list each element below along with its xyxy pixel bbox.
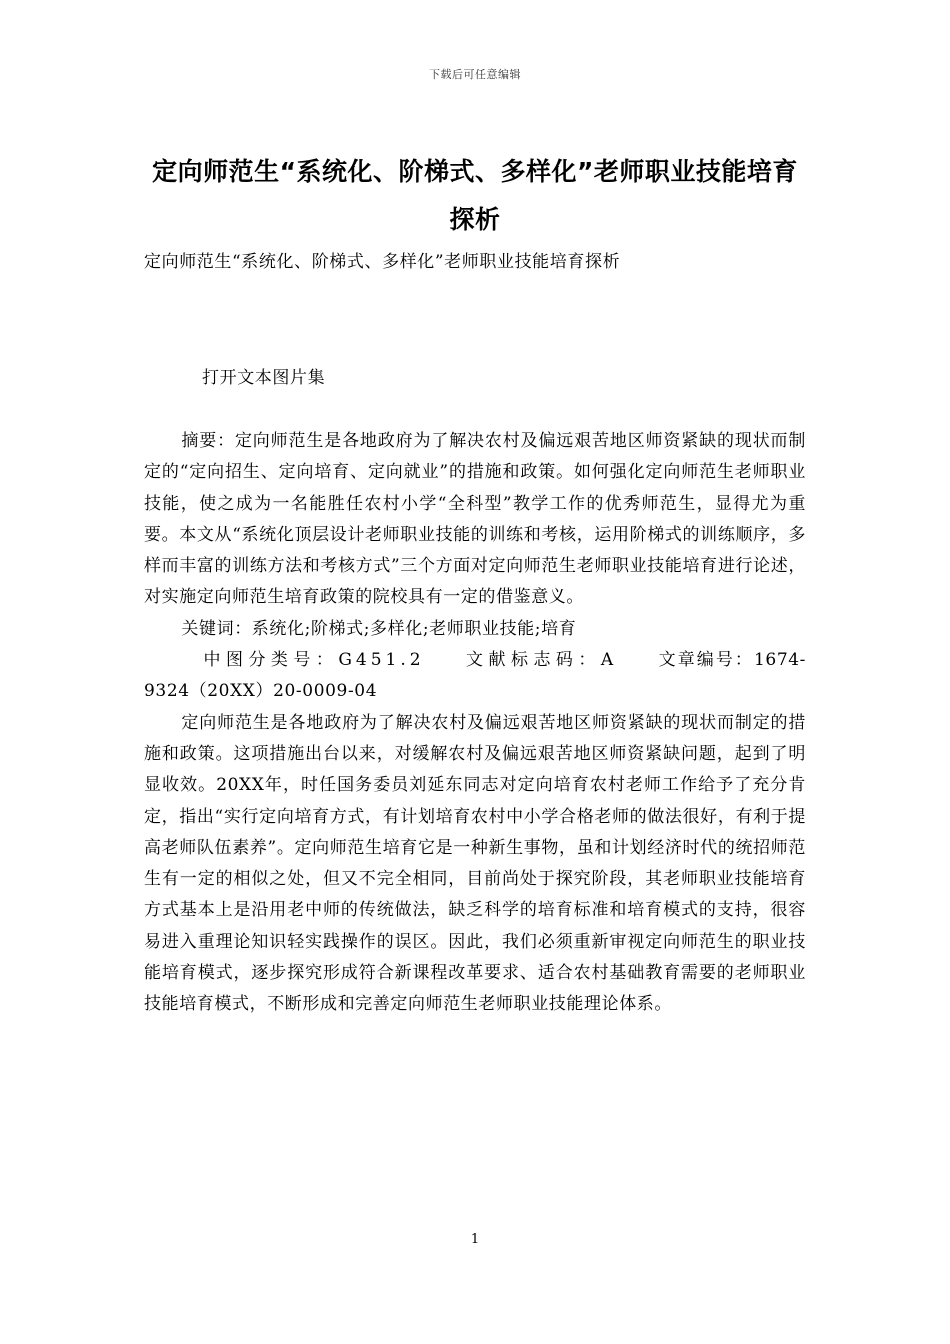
header-note: 下载后可任意编辑 bbox=[429, 68, 521, 81]
body-paragraph: 定向师范生是各地政府为了解决农村及偏远艰苦地区师资紧缺的现状而制定的措施和政策。这项措施出台以来，对缓解农村及偏远艰苦地区师资紧缺问题，起到了明显收效。20XX年，时任国务委员刘延东同志对定向培育农村老师工作给予了充分肯定，指出“实行定向培育方式，有计划培育农村中小学合格老师的做法很好，有利于提高老师队伍素养”。定向师范生培育它是一种新生事物，虽和计划经济时代的统招师范生有一定的相似之处，但又不完全相同，目前尚处于探究阶段，其老师职业技能培育方式基本上是沿用老中师的传统做法，缺乏科学的培育标准和培育模式的支持，很容易进入重理论知识轻实践操作的误区。因此，我们必须重新审视定向师范生的职业技能培育模式，逐步探究形成符合新课程改革要求、适合农村基础教育需要的老师职业技能培育模式，不断形成和完善定向师范生老师职业技能理论体系。 bbox=[144, 712, 806, 1015]
clc-number: 中图分类号：G451.2 bbox=[203, 650, 425, 671]
document-code: 文献标志码：A bbox=[464, 650, 618, 671]
abstract-paragraph: 摘要：定向师范生是各地政府为了解决农村及偏远艰苦地区师资紧缺的现状而制定的“定向招生、定向培育、定向就业”的措施和政策。如何强化定向师范生老师职业技能，使之成为一名能胜任农村小学“全科型”教学工作的优秀师范生，显得尤为重要。本文从“系统化顶层设计老师职业技能的训练和考核，运用阶梯式的训练顺序，多样而丰富的训练方法和考核方式”三个方面对定向师范生老师职业技能培育进行论述，对实施定向师范生培育政策的院校具有一定的借鉴意义。 bbox=[144, 431, 806, 608]
article-body bbox=[144, 426, 806, 1021]
document-subtitle: 定向师范生“系统化、阶梯式、多样化”老师职业技能培育探析 bbox=[144, 252, 621, 272]
open-image-gallery-link[interactable]: 打开文本图片集 bbox=[202, 368, 326, 388]
document-title: 定向师范生“系统化、阶梯式、多样化”老师职业技能培育探析 bbox=[152, 157, 798, 234]
keywords-line: 关键词：系统化;阶梯式;多样化;老师职业技能;培育 bbox=[181, 618, 577, 639]
article-number: 文章编号：1674-9324（20XX）20-0009-04 bbox=[144, 650, 806, 702]
classification-line bbox=[144, 645, 806, 708]
page-number: 1 bbox=[470, 1232, 480, 1247]
